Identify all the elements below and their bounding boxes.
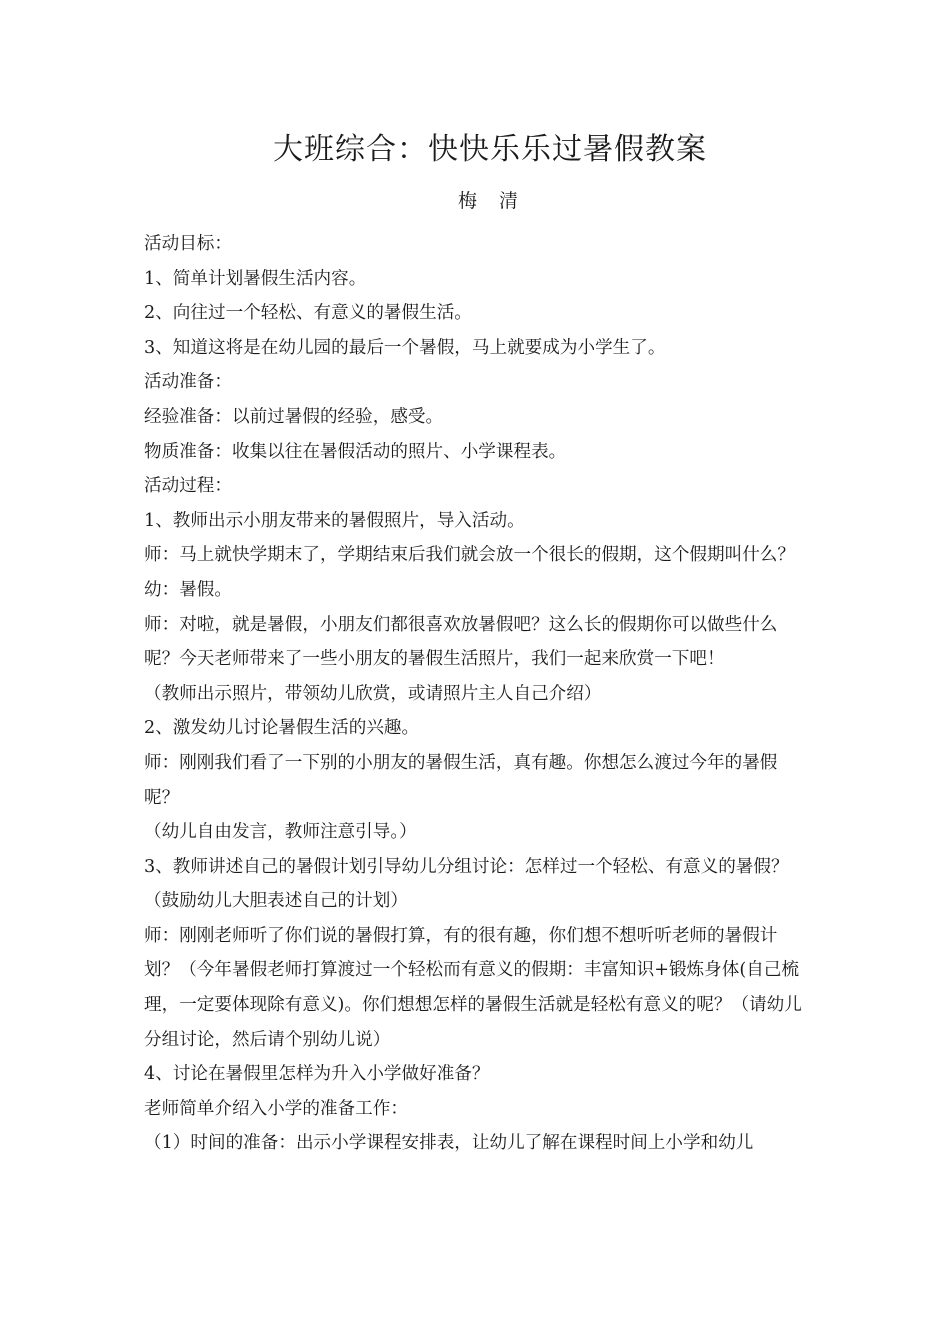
- paragraph: （幼儿自由发言，教师注意引导。）: [144, 822, 417, 843]
- paragraph: 3、知道这将是在幼儿园的最后一个暑假，马上就要成为小学生了。: [144, 337, 666, 358]
- document-body: [144, 227, 808, 1161]
- paragraph: 3、教师讲述自己的暑假计划引导幼儿分组讨论：怎样过一个轻松、有意义的暑假？（鼓励幼儿大胆表述自己的计划）: [144, 856, 789, 912]
- paragraph: 幼：暑假。: [144, 579, 232, 600]
- paragraph: 2、向往过一个轻松、有意义的暑假生活。: [144, 303, 472, 324]
- paragraph: 活动过程：: [144, 476, 232, 497]
- paragraph: 老师简单介绍入小学的准备工作：: [144, 1098, 408, 1119]
- paragraph: 1、简单计划暑假生活内容。: [144, 268, 367, 289]
- document-author: 梅 清: [457, 190, 527, 212]
- paragraph: （1）时间的准备：出示小学课程安排表，让幼儿了解在课程时间上小学和幼儿: [144, 1133, 754, 1154]
- paragraph: 师：刚刚我们看了一下别的小朋友的暑假生活，真有趣。你想怎么渡过今年的暑假呢？: [144, 752, 778, 808]
- paragraph: 师：刚刚老师听了你们说的暑假打算，有的很有趣，你们想不想听听老师的暑假计划？（今年暑假老师打算渡过一个轻松而有意义的假期：丰富知识+锻炼身体(自己梳理，一定要体现除有意义)。你们想想怎样的暑假生活就是轻松有意义的呢？（请幼儿分组讨论，然后请个别幼儿说）: [144, 925, 802, 1050]
- paragraph: 活动准备：: [144, 372, 232, 393]
- paragraph: 经验准备：以前过暑假的经验，感受。: [144, 406, 444, 427]
- paragraph: 活动目标：: [144, 234, 232, 254]
- paragraph: 4、讨论在暑假里怎样为升入小学做好准备？: [144, 1064, 490, 1085]
- paragraph: 物质准备：收集以往在暑假活动的照片、小学课程表。: [144, 441, 567, 462]
- document-title: 大班综合：快快乐乐过暑假教案: [273, 132, 707, 167]
- paragraph: 师：对啦，就是暑假，小朋友们都很喜欢放暑假吧？这么长的假期你可以做些什么呢？今天老师带来了一些小朋友的暑假生活照片，我们一起来欣赏一下吧！: [144, 614, 778, 670]
- paragraph: 1、教师出示小朋友带来的暑假照片，导入活动。: [144, 510, 525, 531]
- paragraph: 师：马上就快学期末了，学期结束后我们就会放一个很长的假期，这个假期叫什么？: [144, 545, 795, 566]
- paragraph: 2、激发幼儿讨论暑假生活的兴趣。: [144, 718, 420, 739]
- paragraph: （教师出示照片，带领幼儿欣赏，或请照片主人自己介绍）: [144, 683, 602, 704]
